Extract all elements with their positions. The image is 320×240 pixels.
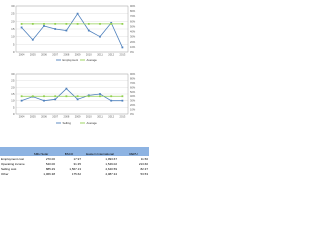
x-tick-label: 2008: [63, 115, 70, 119]
table-cell: 175.62: [71, 171, 81, 176]
legend-label: Employment: [62, 58, 79, 62]
row-label: Operating income: [1, 161, 25, 166]
y-tick-label-right: 40%: [130, 30, 136, 34]
data-point: [43, 100, 45, 102]
y-tick-label-left: 30: [11, 4, 15, 8]
table-header: Eastern International: [82, 147, 118, 156]
table-cell: 885.29: [45, 166, 55, 171]
data-point: [110, 100, 112, 102]
data-point: [21, 27, 23, 29]
table-cell: 1,549.02: [105, 161, 117, 166]
legend-label: Average: [86, 121, 97, 125]
y-tick-label-left: 5: [12, 105, 15, 110]
data-point: [66, 88, 68, 90]
y-tick-label-right: 50%: [130, 25, 136, 29]
x-tick-label: 2007: [52, 53, 59, 57]
y-tick-label-left: 0: [12, 112, 15, 116]
data-point: [43, 23, 45, 25]
data-point: [122, 100, 124, 102]
table-header: [0, 147, 26, 156]
table-cell: 4,640.59: [105, 166, 117, 171]
x-tick-label: 2005: [29, 53, 36, 57]
legend-label: Selling: [62, 121, 71, 125]
y-tick-label-right: 80%: [130, 10, 136, 14]
x-tick-label: 2007: [52, 115, 59, 119]
y-tick-label-left: 20: [11, 19, 15, 24]
table-cell: 82.37: [140, 166, 148, 171]
data-point: [77, 98, 79, 100]
data-point: [21, 100, 23, 102]
data-point: [54, 95, 56, 97]
y-tick-label-right: 20%: [130, 40, 136, 44]
x-tick-label: 2010: [85, 53, 92, 57]
data-point: [110, 95, 112, 97]
table-cell: 11.50: [140, 156, 148, 161]
y-tick-label-right: 70%: [130, 15, 136, 19]
data-point: [122, 47, 124, 49]
table-header: REPU: [118, 147, 149, 156]
summary-table: [0, 147, 149, 198]
data-point: [32, 23, 34, 25]
y-tick-label-right: 40%: [130, 95, 136, 99]
legend-label: Average: [86, 58, 97, 62]
data-point: [66, 30, 68, 32]
y-tick-label-left: 30: [11, 72, 15, 76]
data-point: [99, 95, 101, 97]
y-tick-label-right: 80%: [130, 77, 136, 81]
data-point: [88, 23, 90, 25]
table-cell: 1,066.38: [43, 171, 55, 176]
data-point: [32, 95, 34, 97]
data-point: [122, 23, 124, 25]
data-point: [88, 30, 90, 32]
data-point: [77, 13, 79, 15]
y-tick-label-right: 50%: [130, 90, 136, 94]
table-row: [0, 171, 149, 176]
data-point: [43, 25, 45, 27]
table-cell: 31.35: [73, 161, 81, 166]
data-point: [32, 39, 34, 41]
x-tick-label: 2006: [41, 115, 47, 119]
table-cell: 213.60: [138, 161, 148, 166]
x-tick-label: 2010: [85, 115, 92, 119]
data-point: [54, 28, 56, 30]
table-cell: 270.00: [45, 156, 55, 161]
data-point: [66, 95, 68, 97]
data-point: [110, 23, 112, 25]
y-tick-label-right: 20%: [130, 104, 136, 108]
x-tick-label: 2009: [74, 115, 81, 119]
x-tick-label: 2004: [18, 115, 25, 119]
x-tick-label: 2012: [108, 115, 115, 119]
y-tick-label-left: 5: [12, 42, 15, 47]
y-tick-label-right: 60%: [130, 86, 136, 90]
y-tick-label-left: 0: [12, 50, 15, 54]
series-line-selling: [22, 89, 123, 101]
table-cell: 540.00: [45, 161, 55, 166]
table-header: BSCO: [56, 147, 82, 156]
chart-employment: [0, 0, 149, 68]
table-header: SMH Solar: [26, 147, 56, 156]
table-cell: 1,567.13: [69, 166, 81, 171]
data-point: [54, 23, 56, 25]
x-tick-label: 2011: [97, 115, 103, 119]
x-tick-label: 2013: [119, 53, 126, 57]
y-tick-label-right: 0%: [130, 113, 134, 116]
chart-selling: [0, 70, 149, 132]
row-label: Selling cost: [1, 166, 17, 171]
data-point: [43, 95, 45, 97]
y-tick-label-left: 15: [11, 92, 15, 96]
y-tick-label-right: 60%: [130, 20, 136, 24]
table-cell: 17.97: [73, 156, 81, 161]
data-point: [77, 23, 79, 25]
table-cell: 4,087.34: [105, 171, 117, 176]
y-tick-label-left: 10: [11, 34, 15, 39]
y-tick-label-right: 70%: [130, 81, 136, 85]
data-point: [77, 95, 79, 97]
x-tick-label: 2004: [18, 53, 25, 57]
y-tick-label-right: 0%: [130, 51, 134, 54]
row-label: Employment cost: [1, 156, 25, 161]
data-point: [99, 23, 101, 25]
y-tick-label-right: 30%: [130, 35, 136, 39]
x-tick-label: 2008: [63, 53, 70, 57]
data-point: [21, 23, 23, 25]
data-point: [99, 36, 101, 38]
data-point: [99, 93, 101, 95]
table-cell: 53.53: [140, 171, 148, 176]
x-tick-label: 2013: [119, 115, 126, 119]
y-tick-label-left: 20: [11, 85, 15, 90]
y-tick-label-right: 30%: [130, 99, 136, 103]
y-tick-label-right: 90%: [130, 73, 136, 76]
table-cell: 1,993.67: [105, 156, 117, 161]
x-tick-label: 2009: [74, 53, 81, 57]
y-tick-label-right: 10%: [130, 45, 136, 49]
row-label: Other: [1, 171, 9, 176]
x-tick-label: 2006: [41, 53, 47, 57]
series-line-employment: [22, 14, 123, 48]
y-tick-label-left: 25: [11, 78, 15, 83]
data-point: [122, 95, 124, 97]
y-tick-label-left: 25: [11, 11, 15, 16]
x-tick-label: 2005: [29, 115, 36, 119]
data-point: [21, 95, 23, 97]
y-tick-label-right: 10%: [130, 108, 136, 112]
data-point: [54, 98, 56, 100]
y-tick-label-left: 10: [11, 98, 15, 103]
x-tick-label: 2012: [108, 53, 115, 57]
data-point: [66, 23, 68, 25]
data-point: [88, 95, 90, 97]
x-tick-label: 2011: [97, 53, 103, 57]
y-tick-label-left: 15: [11, 27, 15, 31]
y-tick-label-right: 90%: [130, 5, 136, 8]
table-header-row: [0, 147, 149, 156]
